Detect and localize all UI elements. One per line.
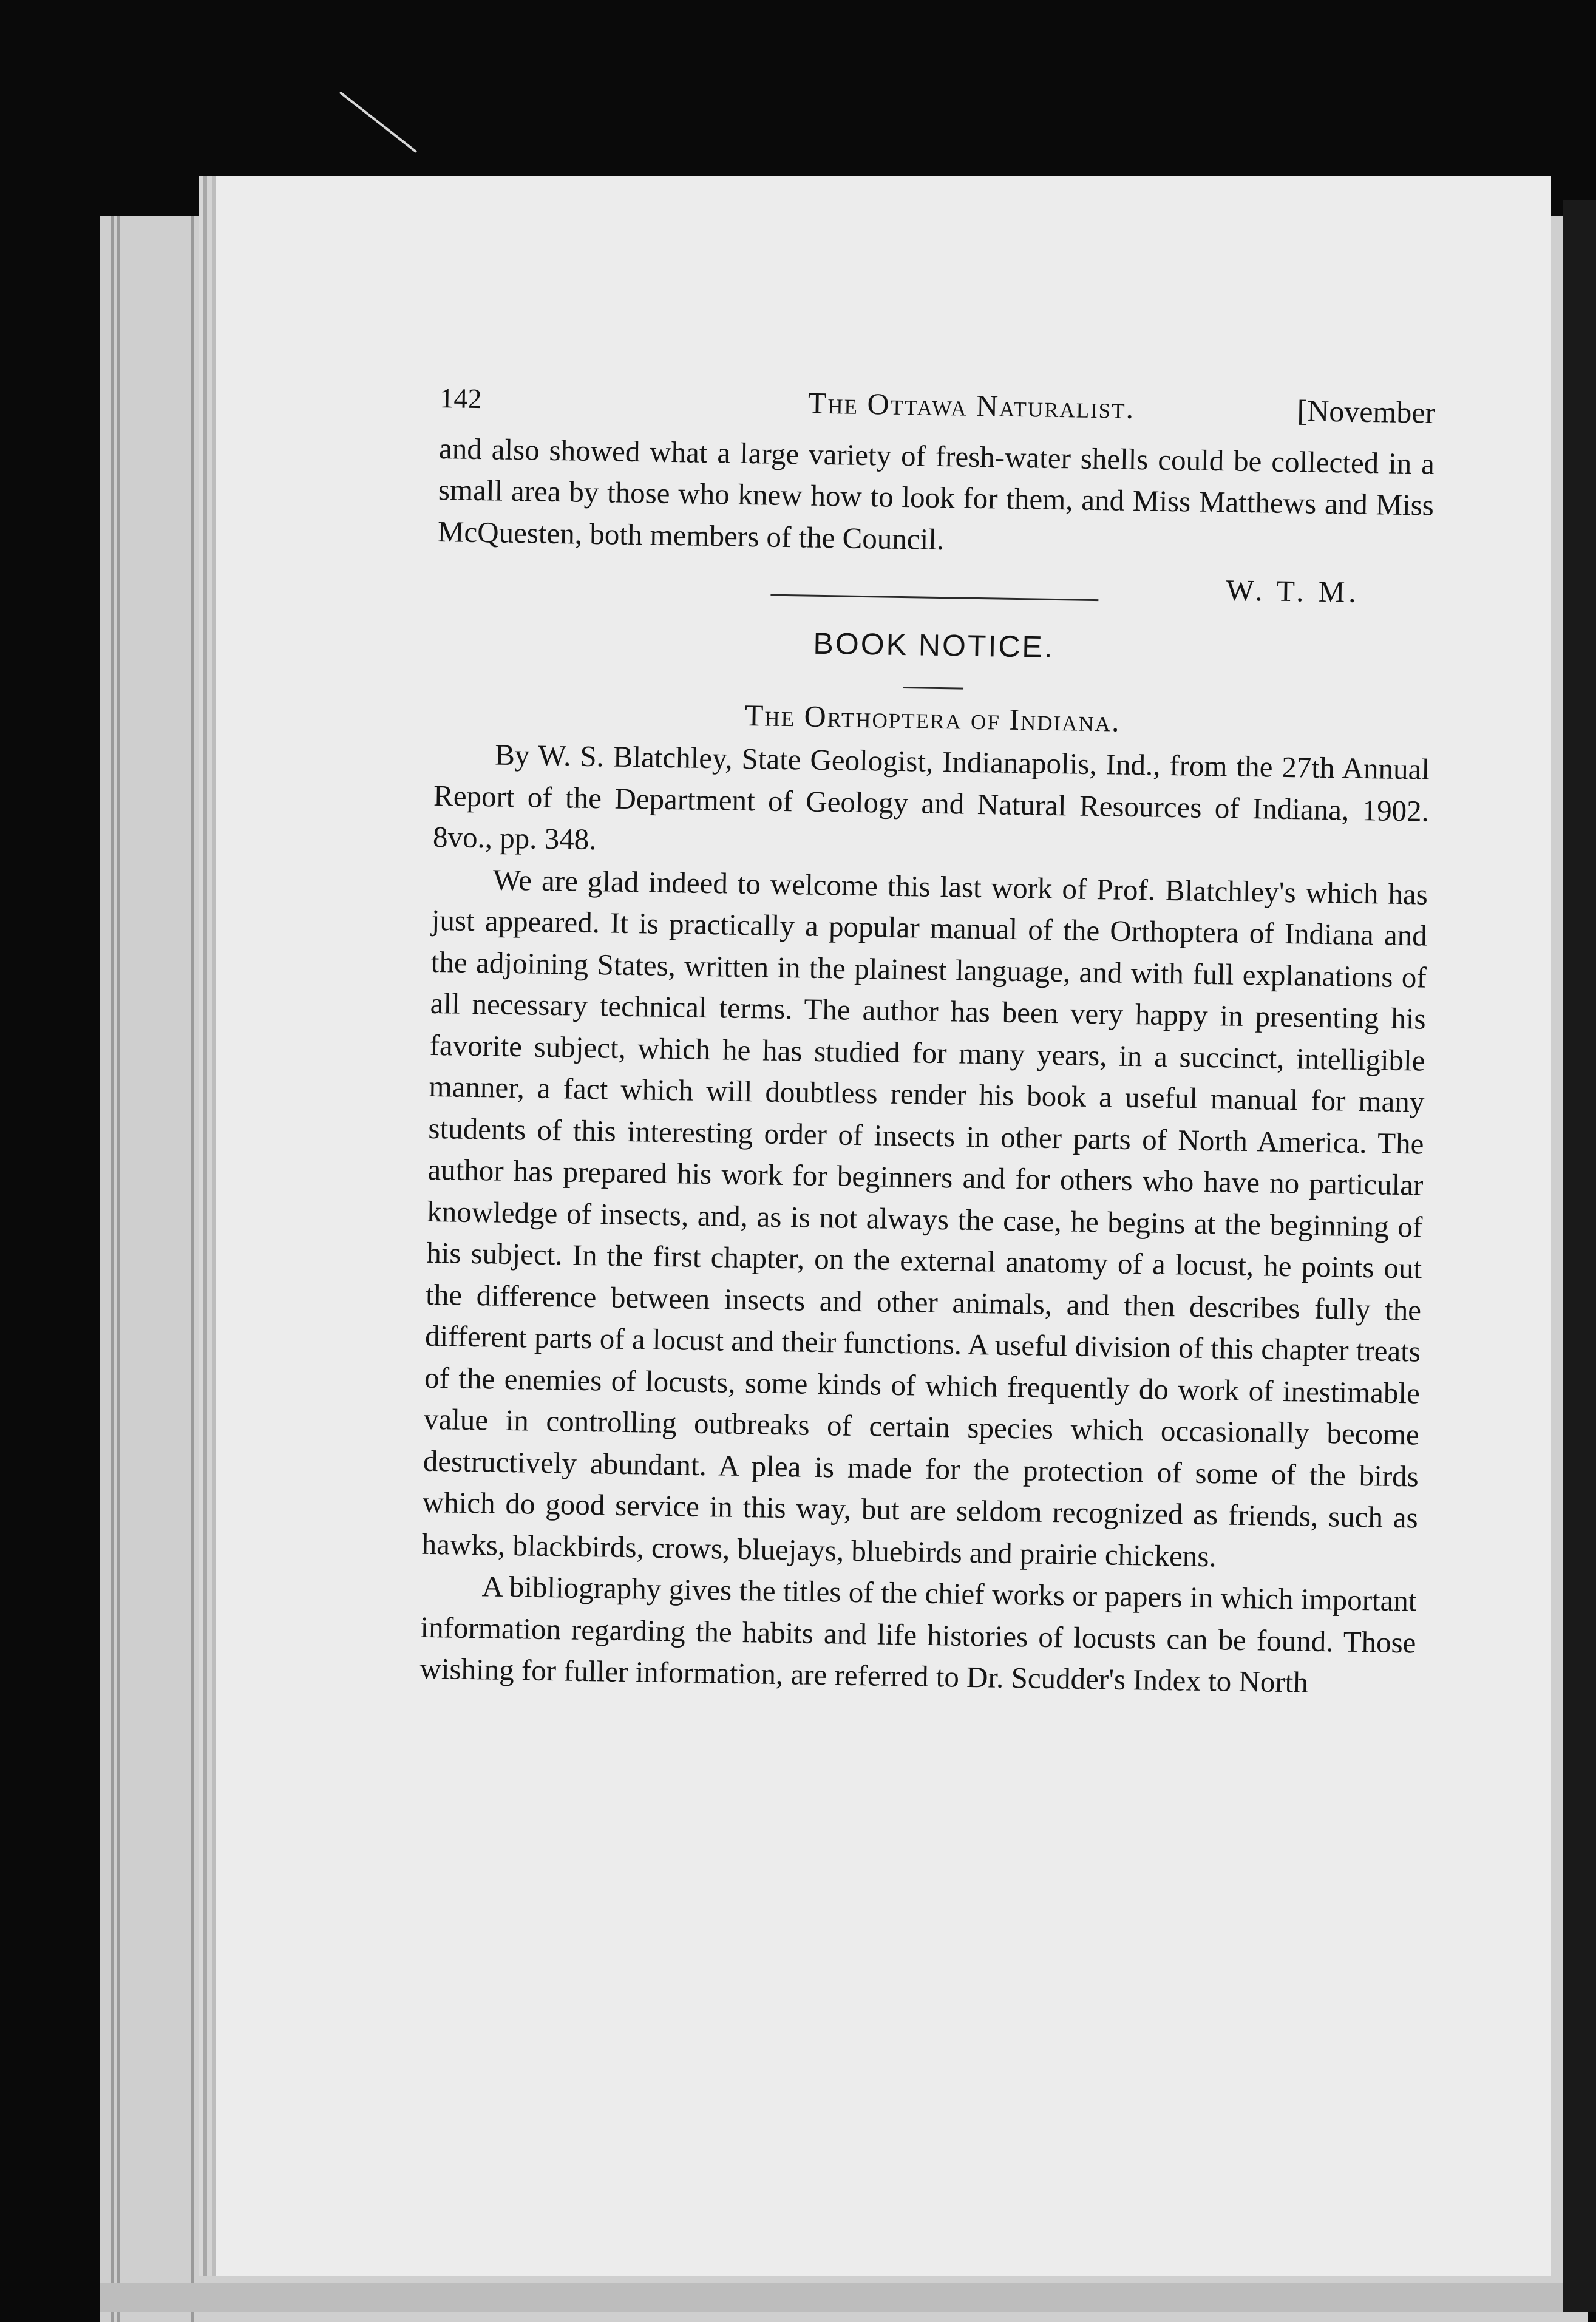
scan-mark: [339, 91, 418, 153]
body-paragraph: A bibliography gives the titles of the chief works or papers in which important information regarding the habits and life histories of locusts can be found. Those wishing for fuller information, are referred to Dr. Scudder's Index to North: [419, 1569, 1417, 1699]
section-title: BOOK NOTICE.: [813, 626, 1055, 664]
page-number: 142: [440, 382, 482, 415]
short-divider: [903, 687, 963, 690]
book-title: The Orthoptera of Indiana.: [744, 698, 1121, 738]
signature-row: [436, 557, 1433, 625]
intro-paragraph: and also showed what a large variety of fresh-water shells could be collected in a small area by those who knew how to look for them, and Miss Matthews and Miss McQuesten, both members of the Council.: [437, 431, 1435, 556]
citation-paragraph: By W. S. Blatchley, State Geologist, Indianapolis, Ind., from the 27th Annual Report of the Department of Geology and Natural Resources of Indiana, 1902. 8vo., pp. 348.: [432, 738, 1430, 857]
issue-month: [November: [1297, 393, 1436, 430]
page-bottom-edge: [100, 2283, 1563, 2312]
journal-title: The Ottawa Naturalist.: [807, 385, 1135, 425]
page-edge: [191, 216, 194, 2322]
page-content: [419, 376, 1436, 1705]
page-edge: [117, 216, 120, 2322]
body-paragraph: We are glad indeed to welcome this last work of Prof. Blatchley's which has just appeared. It is practically a popular manual of the Orthoptera of Indiana and the adjoining States, written in the plainest language, and with full explanations of all necessary technical terms. The author has been very happy in presenting his favorite subject, which he has studied for many years, in a succinct, intelligible manner, a fact which will doubtless render his book a useful manual for many students of this interesting order of insects in other parts of North America. The author has prepared his work for beginners and for others who have no particular knowledge of insects, and, as is not always the case, he begins at the beginning of his subject. In the first chapter, on the external anatomy of a locust, he points out the difference between insects and other animals, and then describes fully the different parts of a locust and their functions. A useful division of this chapter treats of the enemies of locusts, some kinds of which frequently do work of inestimable value in controlling outbreaks of certain species which occasionally become destructively abundant. A plea is made for the protection of some of the birds which do good service in this way, but are seldom recognized as friends, such as hawks, blackbirds, crows, bluejays, bluebirds and prairie chickens.: [421, 862, 1428, 1573]
page-edge: [111, 216, 114, 2322]
binding-shadow: [1563, 200, 1596, 2312]
author-signature: W. T. M.: [1226, 573, 1360, 609]
divider-rule: [770, 594, 1098, 601]
